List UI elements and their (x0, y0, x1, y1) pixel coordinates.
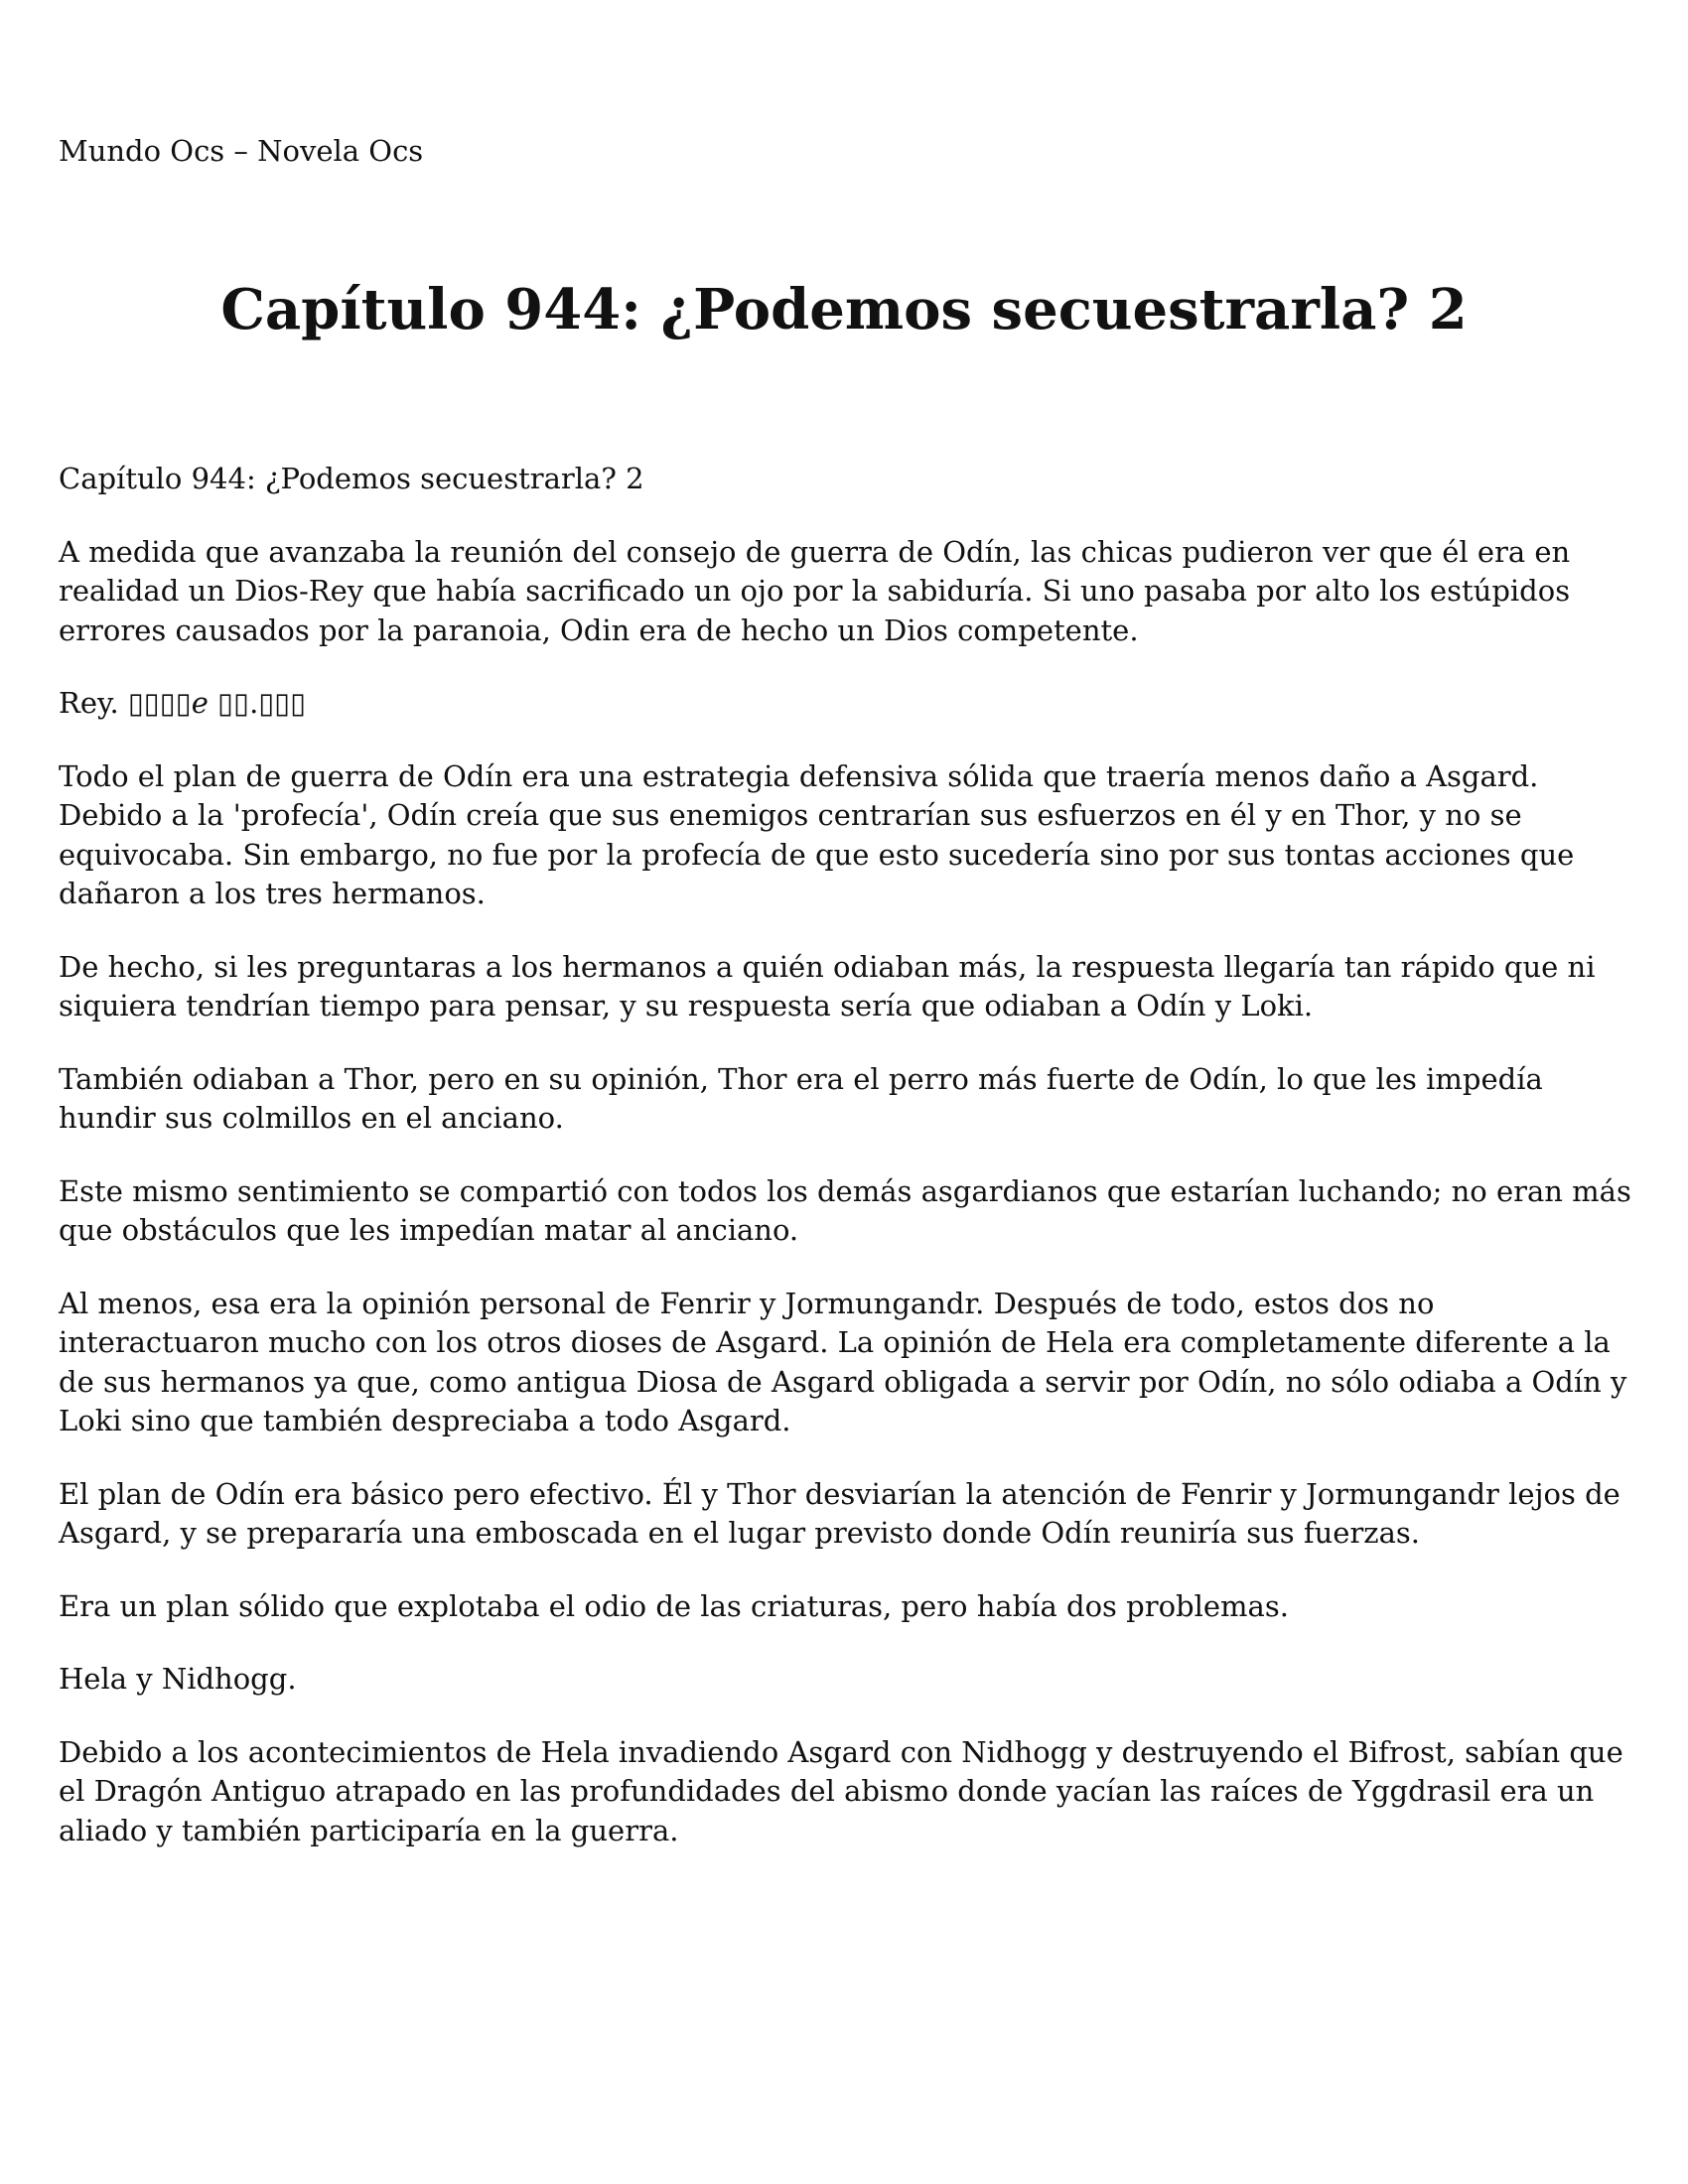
chapter-subtitle-paragraph: Capítulo 944: ¿Podemos secuestrarla? 2 (59, 462, 644, 495)
body-paragraph: Este mismo sentimiento se compartió con todos los demás asgardianos que estarían luchando; no eran más que obstáculos que les impedían matar al anciano. (59, 1173, 1631, 1247)
chapter-title: Capítulo 944: ¿Podemos secuestrarla? 2 (220, 277, 1468, 342)
body-paragraph: Debido a los acontecimientos de Hela invadiendo Asgard con Nidhogg y destruyendo el Bifrost, sabían que el Dragón Antiguo atrapado en las profundidades del abismo donde yacían las raíces de Yggdrasil era un aliado y también participaría en la guerra. (59, 1734, 1623, 1847)
body-paragraph: Hela y Nidhogg. (59, 1662, 297, 1696)
body-paragraph: A medida que avanzaba la reunión del consejo de guerra de Odín, las chicas pudieron ver que él era en realidad un Dios-Rey que había sacrificado un ojo por la sabiduría. Si uno pasaba por alto los estúpidos errores causados por la paranoia, Odin era de hecho un Dios competente. (59, 534, 1571, 647)
body-paragraph: De hecho, si les preguntaras a los hermanos a quién odiaban más, la respuesta llegaría tan rápido que ni siquiera tendrían tiempo para pensar, y su respuesta sería que odiaban a Odín y Loki. (59, 949, 1596, 1023)
body-paragraph: Al menos, esa era la opinión personal de Fenrir y Jormungandr. Después de todo, estos dos no interactuaron mucho con los otros dioses de Asgard. La opinión de Hela era completamente diferente a la de sus hermanos ya que, como antigua Diosa de Asgard obligada a servir por Odín, no sólo odiaba a Odín y Loki sino que también despreciaba a todo Asgard. (59, 1286, 1627, 1437)
body-paragraph: Era un plan sólido que explotaba el odio de las criaturas, pero había dos problemas. (59, 1588, 1289, 1623)
body-paragraph: El plan de Odín era básico pero efectivo. Él y Thor desviarían la atención de Fenrir y Jormungandr lejos de Asgard, y se prepararía una emboscada en el lugar previsto donde Odín reuniría sus fuerzas. (59, 1476, 1620, 1550)
body-paragraph: Todo el plan de guerra de Odín era una estrategia defensiva sólida que traería menos daño a Asgard. Debido a la 'profecía', Odín creía que sus enemigos centrarían sus esfuerzos en él y en Thor, y no se equivocaba. Sin embargo, no fue por la profecía de que esto sucedería sino por sus tontas acciones que dañaron a los tres hermanos. (59, 758, 1575, 910)
body-paragraph: También odiaban a Thor, pero en su opinión, Thor era el perro más fuerte de Odín, lo que les impedía hundir sus colmillos en el anciano. (59, 1061, 1543, 1135)
chapter-body (59, 460, 1637, 1884)
page-header: Mundo Ocs – Novela Ocs (59, 134, 424, 168)
body-paragraph: Rey. ▯▯▯▯ℯ ▯▯.▯▯▯ (59, 686, 307, 720)
